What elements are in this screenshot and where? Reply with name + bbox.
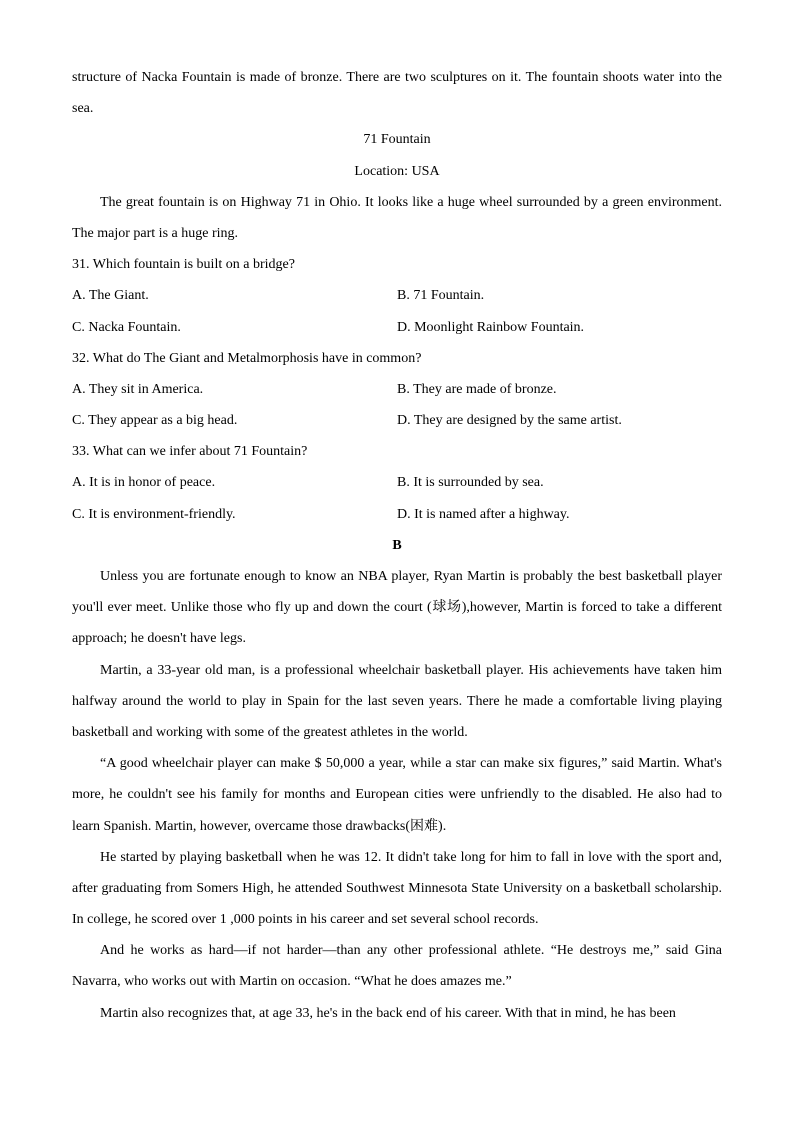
fountain-71-line: The major part is a huge ring. [72,225,239,241]
question-31-options-row-1 [72,280,722,311]
question-33-option-b: B. It is surrounded by sea. [397,475,544,491]
passage-b-line: learn Spanish. Martin, however, overcame those drawbacks(困难). [72,818,447,834]
question-31-options-row-2 [72,312,722,343]
passage-b-line: basketball and working with some of the greatest athletes in the world. [72,724,468,740]
passage-b-line: more, he couldn't see his family for months and European cities were unfriendly to the disabled. He also had to [72,787,722,803]
passage-b-line: In college, he scored over 1 ,000 points in his career and set several school records. [72,912,539,928]
fountain-71-line: The great fountain is on Highway 71 in Ohio. It looks like a huge wheel surrounded by a green environment. [100,194,722,210]
passage-b-line: Unless you are fortunate enough to know an NBA player, Ryan Martin is probably the best basketball player [100,569,722,584]
question-31-option-b: B. 71 Fountain. [397,288,485,304]
passage-b-line: And he works as hard—if not harder—than any other professional athlete. “He destroys me,” said Gina [100,943,722,959]
question-32-options-row-1 [72,374,722,405]
passage-a-line: structure of Nacka Fountain is made of bronze. There are two sculptures on it. The fountain shoots water into the [72,70,722,85]
question-31-option-d: D. Moonlight Rainbow Fountain. [397,319,585,335]
passage-b-line: Navarra, who works out with Martin on occasion. “What he does amazes me.” [72,974,512,990]
passage-b-line: “A good wheelchair player can make $ 50,000 a year, while a star can make six figures,” said Martin. What's [100,756,722,772]
question-32-option-d: D. They are designed by the same artist. [397,413,622,429]
question-33-option-a: A. It is in honor of peace. [72,475,216,491]
passage-b-line: He started by playing basketball when he was 12. It didn't take long for him to fall in love with the sport and, [100,849,722,865]
question-31-stem: 31. Which fountain is built on a bridge? [72,257,295,273]
question-32-option-b: B. They are made of bronze. [397,381,557,397]
question-33-option-c: C. It is environment-friendly. [72,506,236,522]
question-33-options-row-1 [72,467,722,498]
passage-b-line: halfway around the world to play in Spain for the last seven years. There he made a comfortable living playing [72,693,722,709]
question-32-option-a: A. They sit in America. [72,381,204,397]
document-page [72,62,722,1029]
question-33-options-row-2 [72,499,722,530]
passage-b-line: Martin, a 33-year old man, is a professional wheelchair basketball player. His achievements have taken him [100,662,722,678]
question-31-option-a: A. The Giant. [72,288,149,304]
passage-b-line: approach; he doesn't have legs. [72,631,246,647]
question-33-option-d: D. It is named after a highway. [397,506,570,522]
passage-a-line: sea. [72,101,94,117]
passage-b-line: you'll ever meet. Unlike those who fly up and down the court (球场),however, Martin is forced to take a different [72,600,722,616]
fountain-71-location: Location: USA [354,163,440,179]
question-31-option-c: C. Nacka Fountain. [72,319,181,335]
passage-b-heading: B [392,537,402,553]
question-32-stem: 32. What do The Giant and Metalmorphosis have in common? [72,350,422,366]
question-33-stem: 33. What can we infer about 71 Fountain? [72,444,308,460]
passage-b-line: Martin also recognizes that, at age 33, he's in the back end of his career. With that in mind, he has been [100,1005,676,1021]
question-32-options-row-2 [72,405,722,436]
passage-b-line: after graduating from Somers High, he attended Southwest Minnesota State University on a basketball scholarship. [72,880,722,896]
fountain-71-title: 71 Fountain [363,132,431,148]
question-32-option-c: C. They appear as a big head. [72,413,238,429]
